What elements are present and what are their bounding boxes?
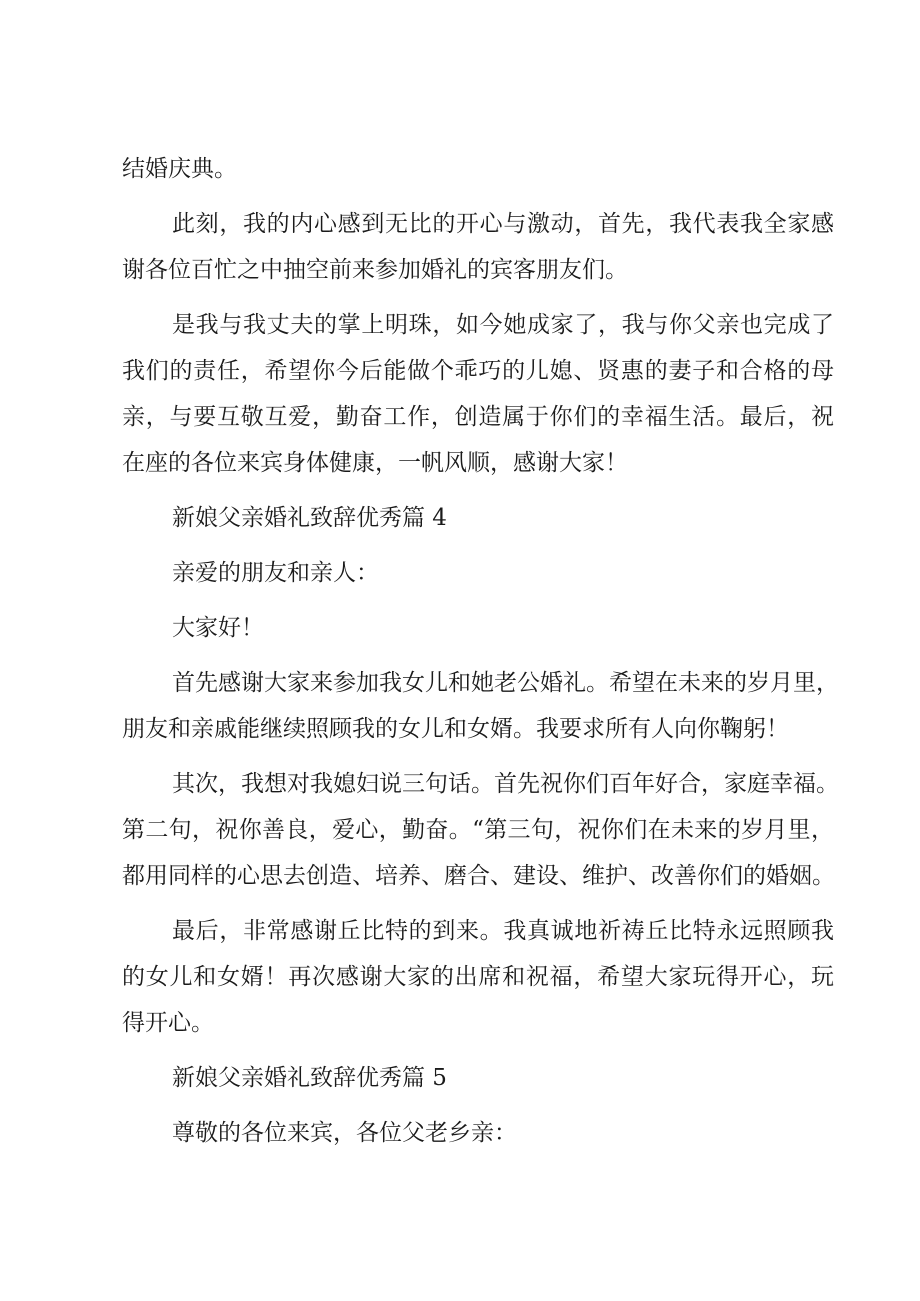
section-heading: 新娘父亲婚礼致辞优秀篇 4 [172,505,447,531]
text-line: 结婚庆典。 [122,156,237,182]
text-line: 是我与我丈夫的掌上明珠，如今她成家了，我与你父亲也完成了 [172,312,834,338]
salutation: 尊敬的各位来宾，各位父老乡亲： [172,1120,517,1146]
text-line: 我们的责任，希望你今后能做个乖巧的儿媳、贤惠的妻子和合格的母 [122,358,834,384]
text-line: 第二句，祝你善良，爱心，勤奋。“第三句，祝你们在未来的岁月里， [122,817,834,843]
text-line: 最后，非常感谢丘比特的到来。我真诚地祈祷丘比特永远照顾我 [172,918,834,944]
text-line: 都用同样的心思去创造、培养、磨合、建设、维护、改善你们的婚姻。 [122,863,835,889]
salutation: 亲爱的朋友和亲人： [172,560,379,586]
text-line: 的女儿和女婿！再次感谢大家的出席和祝福，希望大家玩得开心，玩 [122,964,834,990]
text-line: 得开心。 [122,1010,214,1036]
text-line: 此刻，我的内心感到无比的开心与激动，首先，我代表我全家感 [172,211,834,237]
text-line: 亲，与要互敬互爱，勤奋工作，创造属于你们的幸福生活。最后，祝 [122,404,834,430]
text-line: 在座的各位来宾身体健康，一帆风顺，感谢大家！ [122,450,628,476]
text-line: 首先感谢大家来参加我女儿和她老公婚礼。希望在未来的岁月里， [172,670,839,696]
section-heading: 新娘父亲婚礼致辞优秀篇 5 [172,1065,447,1091]
text-line: 谢各位百忙之中抽空前来参加婚礼的宾客朋友们。 [122,257,628,283]
text-line: 其次，我想对我媳妇说三句话。首先祝你们百年好合，家庭幸福。 [172,771,839,797]
text-line: 朋友和亲戚能继续照顾我的女儿和女婿。我要求所有人向你鞠躬！ [122,716,789,742]
document-body [122,146,839,1156]
greeting: 大家好！ [172,615,264,641]
